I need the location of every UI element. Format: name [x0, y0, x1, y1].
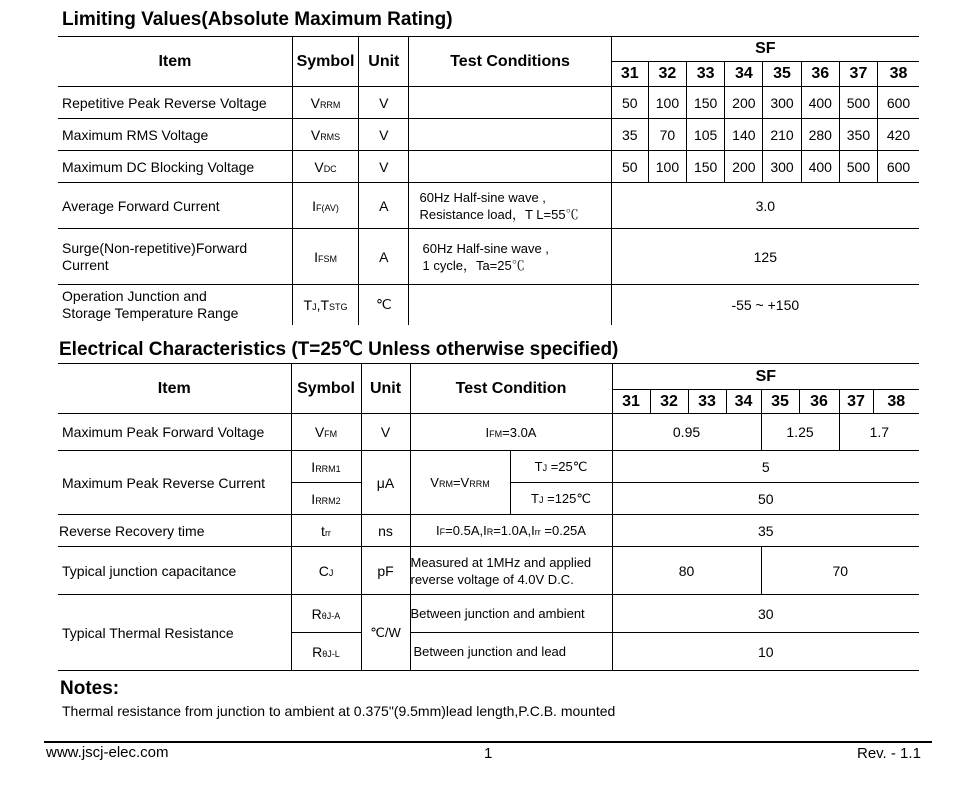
value-cell: 50 [612, 483, 919, 515]
page-number: 1 [484, 745, 493, 762]
value-cell: 3.0 [611, 183, 919, 229]
notes-text: Thermal resistance from junction to ambient at 0.375"(9.5mm)lead length,P.C.B. mounted [62, 703, 616, 719]
item-label: Operation Junction and Storage Temperature Range [58, 285, 292, 325]
condition-cell [409, 151, 611, 183]
part-number: 36 [801, 62, 839, 87]
value-cell: 350 [839, 119, 877, 151]
header-test-conditions: Test Conditions [409, 37, 611, 87]
table-row [58, 515, 919, 547]
header-item: Item [58, 37, 292, 87]
value-cell: 125 [611, 229, 919, 285]
value-cell: 5 [612, 451, 919, 483]
item-label: Reverse Recovery time [58, 515, 291, 547]
value-cell: 1.25 [761, 414, 839, 451]
value-cell: 300 [763, 151, 801, 183]
condition-cell: 60Hz Half-sine wave , Resistance load，T L=55℃ [409, 183, 611, 229]
value-cell: 500 [839, 151, 877, 183]
part-number: 32 [650, 390, 688, 414]
part-number: 33 [688, 390, 726, 414]
value-cell: 105 [687, 119, 725, 151]
condition-cell: Measured at 1MHz and applied reverse voltage of 4.0V D.C. [410, 547, 612, 595]
part-number: 36 [799, 390, 839, 414]
part-number: 38 [873, 390, 919, 414]
item-label: Typical Thermal Resistance [58, 595, 291, 671]
symbol-cell: VFM [291, 414, 361, 451]
table-row [58, 285, 919, 325]
unit-cell: pF [361, 547, 410, 595]
symbol-cell: VRMS [292, 119, 358, 151]
unit-cell: ℃/W [361, 595, 410, 671]
header-series: SF [612, 364, 919, 390]
part-number: 31 [612, 390, 650, 414]
value-cell: 420 [878, 119, 919, 151]
table-row [58, 151, 919, 183]
condition-cell: 60Hz Half-sine wave , 1 cycle，Ta=25℃ [409, 229, 611, 285]
part-number: 37 [839, 62, 877, 87]
item-label: Maximum Peak Forward Voltage [58, 414, 291, 451]
symbol-cell: RθJ-A [291, 595, 361, 633]
symbol-cell: IF(AV) [292, 183, 358, 229]
table-row [58, 119, 919, 151]
value-cell: 35 [611, 119, 648, 151]
item-label: Maximum DC Blocking Voltage [58, 151, 292, 183]
unit-cell: ns [361, 515, 410, 547]
part-number: 34 [726, 390, 761, 414]
value-cell: 10 [612, 633, 919, 671]
limiting-values-title: Limiting Values(Absolute Maximum Rating) [62, 9, 453, 30]
table-row [58, 229, 919, 285]
table-row [58, 451, 919, 483]
table-row [58, 414, 919, 451]
condition-cell: TJ =125℃ [510, 483, 612, 515]
symbol-cell: CJ [291, 547, 361, 595]
item-label: Typical junction capacitance [58, 547, 291, 595]
value-cell: 100 [648, 151, 686, 183]
symbol-cell: IRRM1 [291, 451, 361, 483]
unit-cell: V [359, 151, 409, 183]
value-cell: 140 [725, 119, 763, 151]
condition-cell: Between junction and ambient [410, 595, 612, 633]
item-label: Maximum Peak Reverse Current [58, 451, 291, 515]
value-cell: 280 [801, 119, 839, 151]
electrical-characteristics-table [58, 363, 919, 671]
condition-cell [409, 87, 611, 119]
symbol-cell: trr [291, 515, 361, 547]
condition-cell: Between junction and lead [410, 633, 612, 671]
value-cell: 70 [761, 547, 919, 595]
condition-cell [409, 119, 611, 151]
symbol-cell: IFSM [292, 229, 358, 285]
unit-cell: μA [361, 451, 410, 515]
unit-cell: V [359, 87, 409, 119]
part-number: 33 [687, 62, 725, 87]
value-cell: 400 [801, 151, 839, 183]
value-cell: 200 [725, 151, 763, 183]
header-test-condition: Test Condition [410, 364, 612, 414]
value-cell: 500 [839, 87, 877, 119]
item-label: Average Forward Current [58, 183, 292, 229]
value-cell: 1.7 [839, 414, 919, 451]
part-number: 34 [725, 62, 763, 87]
electrical-characteristics-title: Electrical Characteristics (T=25℃ Unless otherwise specified) [59, 339, 619, 360]
footer-url[interactable]: www.jscj-elec.com [46, 744, 169, 761]
header-unit: Unit [359, 37, 409, 87]
header-symbol: Symbol [291, 364, 361, 414]
symbol-cell: IRRM2 [291, 483, 361, 515]
condition-cell: VRM=VRRM [410, 451, 510, 515]
value-cell: 70 [648, 119, 686, 151]
symbol-cell: RθJ-L [291, 633, 361, 671]
value-cell: 50 [611, 151, 648, 183]
value-cell: -55 ~ +150 [731, 296, 800, 313]
value-cell: 50 [611, 87, 648, 119]
unit-cell: A [359, 183, 409, 229]
value-cell: 30 [612, 595, 919, 633]
table-row [58, 547, 919, 595]
condition-cell: TJ =25℃ [510, 451, 612, 483]
table-row [58, 183, 919, 229]
part-number: 35 [761, 390, 799, 414]
value-cell: 80 [612, 547, 761, 595]
value-cell: 300 [763, 87, 801, 119]
symbol-cell: VRRM [292, 87, 358, 119]
value-cell: 100 [648, 87, 686, 119]
part-number: 37 [839, 390, 873, 414]
limiting-values-table [58, 36, 919, 325]
value-cell: 210 [763, 119, 801, 151]
table-row [58, 595, 919, 633]
value-cell: 35 [612, 515, 919, 547]
value-cell: 150 [687, 87, 725, 119]
part-number: 32 [648, 62, 686, 87]
value-cell: 0.95 [612, 414, 761, 451]
item-label: Repetitive Peak Reverse Voltage [58, 87, 292, 119]
unit-cell: V [359, 119, 409, 151]
item-label: Surge(Non-repetitive)Forward Current [58, 229, 292, 285]
header-symbol: Symbol [292, 37, 358, 87]
unit-cell: A [359, 229, 409, 285]
value-cell: 600 [878, 87, 919, 119]
symbol-cell: TJ,TSTG [292, 285, 358, 325]
value-cell: 150 [687, 151, 725, 183]
item-label: Maximum RMS Voltage [58, 119, 292, 151]
symbol-cell: VDC [292, 151, 358, 183]
value-cell: 400 [801, 87, 839, 119]
condition-cell [409, 285, 611, 325]
part-number: 38 [878, 62, 919, 87]
header-series: SF [611, 37, 919, 62]
notes-title: Notes: [60, 678, 120, 699]
header-item: Item [58, 364, 291, 414]
revision-label: Rev. - 1.1 [857, 745, 921, 762]
condition-cell: IFM=3.0A [410, 414, 612, 451]
condition-cell: IF=0.5A,IR=1.0A,Irr =0.25A [410, 515, 612, 547]
value-cell: 600 [878, 151, 919, 183]
footer-divider [44, 741, 932, 743]
part-number: 35 [763, 62, 801, 87]
unit-cell: ℃ [359, 285, 409, 325]
part-number: 31 [611, 62, 648, 87]
header-unit: Unit [361, 364, 410, 414]
table-row [58, 87, 919, 119]
value-cell: 200 [725, 87, 763, 119]
unit-cell: V [361, 414, 410, 451]
